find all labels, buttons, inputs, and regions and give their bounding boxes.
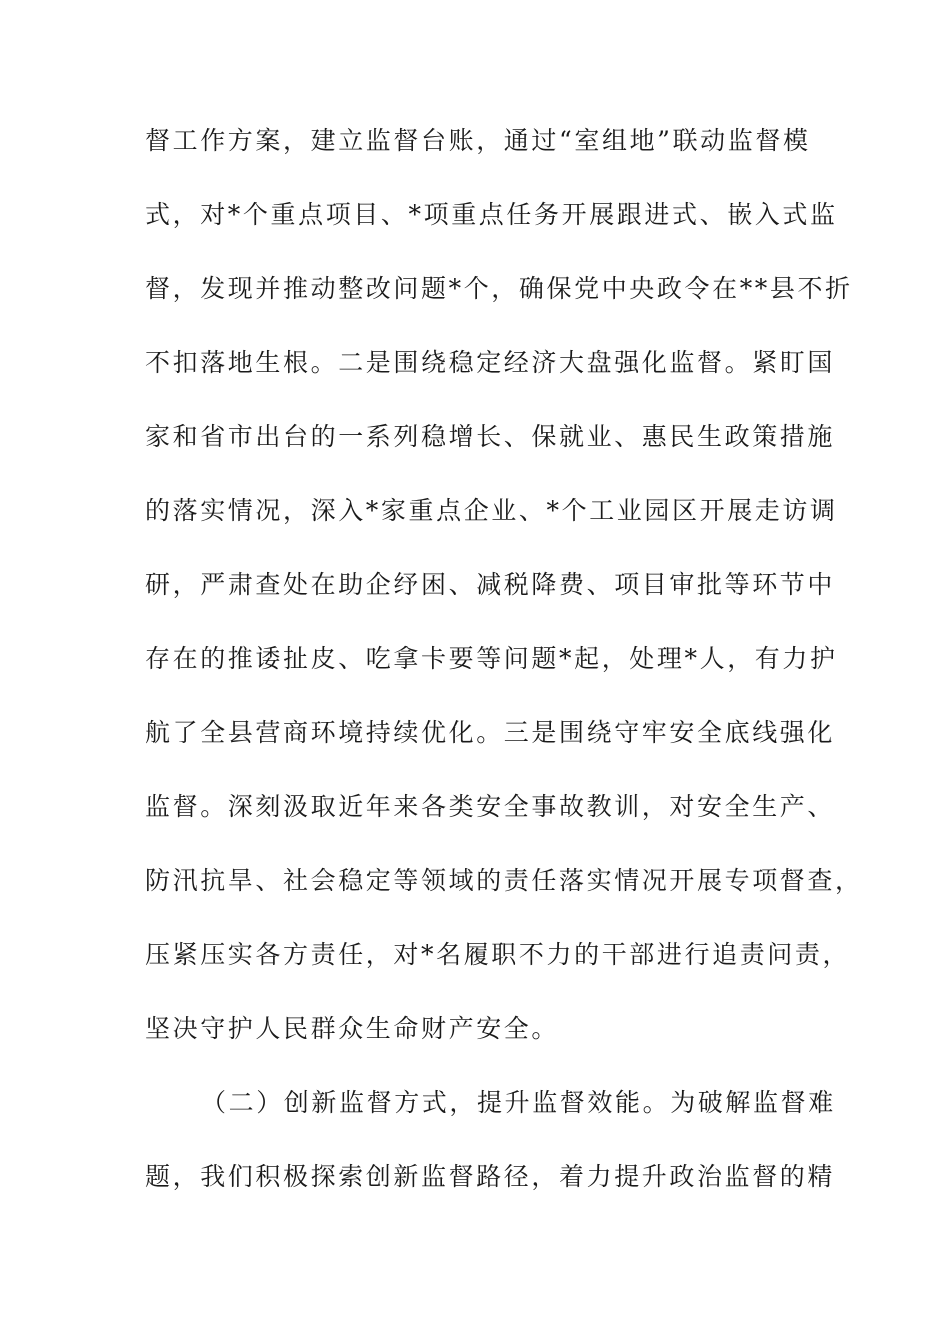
text-line: 题，我们积极探索创新监督路径，着力提升政治监督的精 [145,1162,836,1191]
text-line: 坚决守护人民群众生命财产安全。 [145,1014,560,1043]
text-line: 压紧压实各方责任，对*名履职不力的干部进行追责问责， [145,940,851,969]
text-line: 的落实情况，深入*家重点企业、*个工业园区开展走访调 [145,496,838,525]
text-line: 不扣落地生根。二是围绕稳定经济大盘强化监督。紧盯国 [145,348,836,377]
text-line: 航了全县营商环境持续优化。三是围绕守牢安全底线强化 [145,718,836,747]
text-line: 督工作方案，建立监督台账，通过“室组地”联动监督模 [145,126,811,155]
text-line: 研，严肃查处在助企纾困、减税降费、项目审批等环节中 [145,570,836,599]
text-line: 防汛抗旱、社会稳定等领域的责任落实情况开展专项督查， [145,866,863,895]
text-line: 督，发现并推动整改问题*个，确保党中央政令在**县不折 [145,274,853,303]
section-heading-line: （二）创新监督方式，提升监督效能。为破解监督难 [201,1088,836,1117]
text-line: 家和省市出台的一系列稳增长、保就业、惠民生政策措施 [145,422,836,451]
text-line: 监督。深刻汲取近年来各类安全事故教训，对安全生产、 [145,792,836,821]
text-line: 存在的推诿扯皮、吃拿卡要等问题*起，处理*人，有力护 [145,644,838,673]
text-line: 式，对*个重点项目、*项重点任务开展跟进式、嵌入式监 [145,200,838,229]
